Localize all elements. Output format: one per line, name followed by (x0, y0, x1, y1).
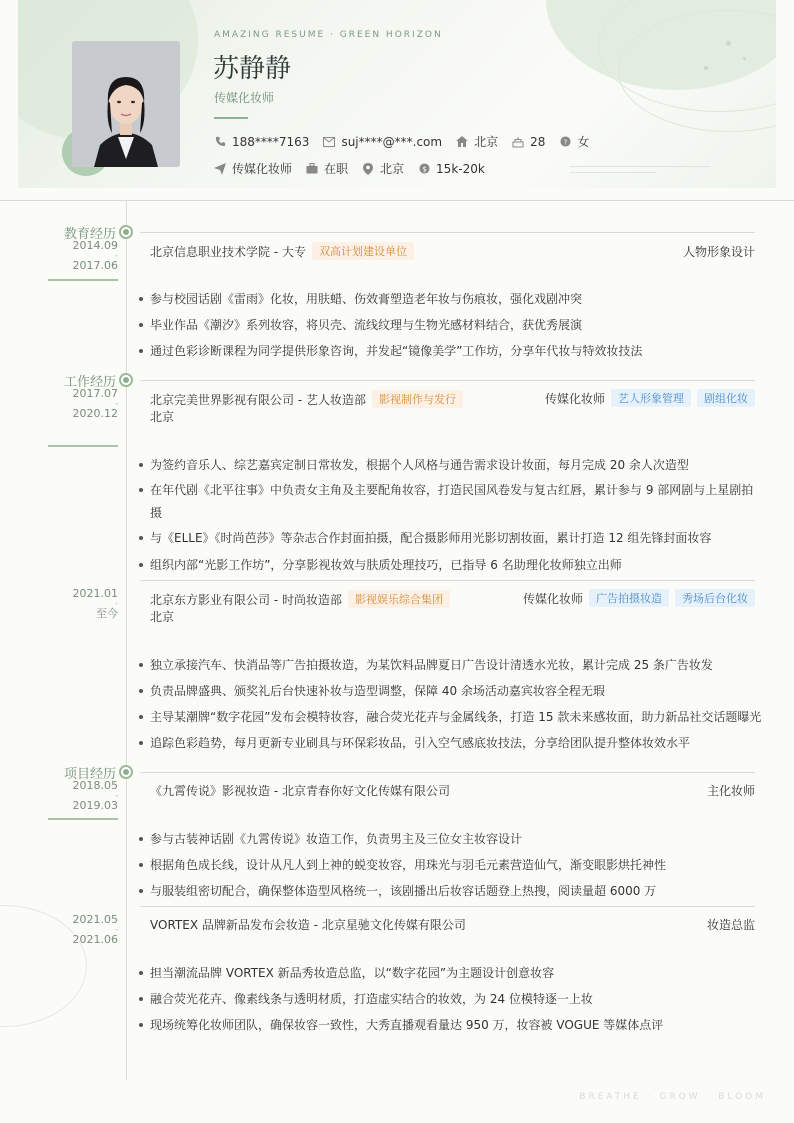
timeline-axis (126, 200, 127, 1080)
svg-text:$: $ (421, 164, 427, 174)
decor-line (570, 166, 710, 167)
skill-tag: 秀场后台化妆 (675, 589, 755, 607)
portrait-icon (72, 41, 180, 167)
decor-line (570, 172, 656, 173)
section-underline (48, 279, 118, 281)
entry-title (150, 916, 466, 933)
list-item: 与服装组密切配合，确保整体造型风格统一，该剧播出后妆容话题登上热搜，阅读量超 6000 万 (150, 884, 657, 898)
decor-dot (704, 66, 708, 70)
intent-status (306, 160, 348, 177)
date-start: 2021.01 (72, 587, 118, 600)
header-divider (0, 200, 794, 201)
section-underline (48, 818, 118, 820)
list-item: 组织内部“光影工作坊”，分享影视妆效与肤质处理技巧，已指导 6 名助理化妆师独立出师 (150, 558, 622, 572)
contact-home (456, 133, 498, 150)
date-start: 2017.07 (72, 387, 118, 400)
entry-divider (140, 906, 755, 907)
entry-dates (40, 588, 118, 620)
contact-row (214, 133, 589, 150)
entry-role (545, 389, 755, 407)
timeline-node (119, 373, 133, 387)
accent-line (214, 117, 248, 119)
date-separator: - (115, 925, 118, 934)
entry-role: 妆造总监 (706, 918, 755, 932)
cake-icon (512, 136, 524, 148)
date-end: 2020.12 (72, 407, 118, 420)
list-item: 参与校园话剧《雷雨》化妆，用肤蜡、伤效膏塑造老年妆与伤痕妆，强化戏剧冲突 (150, 292, 583, 306)
money-icon (418, 163, 430, 175)
school-name: 北京信息职业技术学院 - 大专 (150, 244, 306, 259)
intent-city-text: 北京 (380, 162, 405, 176)
list-item: 根据角色成长线，设计从凡人到上神的蜕变妆容，用珠光与羽毛元素营造仙气，渐变眼影烘托神性 (150, 858, 667, 872)
profile-photo (72, 41, 180, 167)
list-item: 独立承接汽车、快消品等广告拍摄妆造，为某饮料品牌夏日广告设计清透水光妆，累计完成 25 条广告妆发 (150, 658, 713, 672)
company-name: 北京东方影业有限公司 - 时尚妆造部 (150, 592, 342, 607)
date-separator: - (115, 251, 118, 260)
date-separator: - (115, 599, 118, 608)
contact-phone (214, 135, 309, 149)
decor-dot (743, 57, 746, 60)
school-tag: 双高计划建设单位 (312, 242, 414, 260)
contact-age (512, 135, 545, 149)
section-label-projects: 项目经历 (63, 767, 116, 782)
list-item: 毕业作品《潮汐》系列妆容，将贝壳、流线纹理与生物光感材料结合，获优秀展演 (150, 318, 583, 332)
date-separator: - (115, 791, 118, 800)
section-label-education: 教育经历 (63, 227, 116, 242)
footer-tagline: BREATHE · GROW · BLOOM (579, 1092, 766, 1102)
list-item: 追踪色彩趋势，每月更新专业刷具与环保彩妆品，引入空气感底妆技法，分享给团队提升整体妆效水平 (150, 736, 691, 750)
home-text: 北京 (474, 135, 499, 149)
contact-email (323, 135, 442, 149)
date-start: 2021.05 (72, 913, 118, 926)
intent-city (362, 160, 404, 177)
entry-divider (140, 380, 755, 381)
timeline-node (119, 225, 133, 239)
intent-status-text: 在职 (324, 162, 349, 176)
intent-position (214, 160, 292, 177)
company-name: 北京完美世界影视有限公司 - 艺人妆造部 (150, 392, 366, 407)
age-text: 28 (530, 134, 546, 149)
email-text: suj****@***.com (341, 134, 443, 149)
section-label-work: 工作经历 (63, 375, 116, 390)
gender-text: 女 (577, 135, 590, 149)
list-item: 通过色彩诊断课程为同学提供形象咨询，并发起“镜像美学”工作坊，分享年代妆与特效妆技法 (150, 344, 643, 358)
company-tag: 影视娱乐综合集团 (348, 590, 450, 608)
entry-role: 主化妆师 (706, 784, 755, 798)
list-item: 在年代剧《北平往事》中负责女主角及主要配角妆容，打造民国风卷发与复古红唇，累计参与 9 部网剧与上星剧拍摄 (150, 479, 755, 525)
skill-tag: 艺人形象管理 (611, 389, 691, 407)
project-name: VORTEX 品牌新品发布会妆造 - 北京星驰文化传媒有限公司 (150, 918, 466, 932)
section-underline (48, 445, 118, 447)
mail-icon (323, 136, 335, 148)
date-end: 2021.06 (72, 933, 118, 946)
location-icon (362, 163, 374, 175)
svg-text:?: ? (563, 137, 568, 147)
intent-row (214, 160, 485, 177)
candidate-title: 传媒化妆师 (214, 91, 275, 105)
home-icon (456, 136, 468, 148)
entry-title (150, 782, 450, 799)
date-separator: - (115, 399, 118, 408)
entry-dates (40, 780, 118, 812)
entry-city: 北京 (150, 410, 175, 424)
candidate-name: 苏静静 (213, 54, 292, 84)
list-item: 负责品牌盛典、颁奖礼后台快速补妆与造型调整，保障 40 余场活动嘉宾妆容全程无瑕 (150, 684, 605, 698)
company-tag: 影视制作与发行 (372, 390, 463, 408)
list-item: 参与古装神话剧《九霄传说》妆造工作，负责男主及三位女主妆容设计 (150, 832, 523, 846)
entry-title (150, 242, 414, 260)
briefcase-icon (306, 163, 318, 175)
date-start: 2018.05 (72, 779, 118, 792)
entry-title (150, 590, 450, 608)
decor-dot (726, 41, 731, 46)
gender-icon (559, 136, 571, 148)
role-text: 传媒化妆师 (544, 391, 605, 406)
skill-tag: 广告拍摄妆造 (589, 589, 669, 607)
entry-dates (40, 388, 118, 420)
timeline-node (119, 765, 133, 779)
entry-title (150, 390, 463, 408)
intent-salary (418, 162, 485, 176)
phone-text: 188****7163 (232, 134, 310, 149)
date-end: 2019.03 (72, 799, 118, 812)
date-end: 至今 (96, 607, 118, 620)
date-end: 2017.06 (72, 259, 118, 272)
entry-role (523, 589, 755, 607)
skill-tag: 剧组化妆 (697, 389, 755, 407)
contact-gender (559, 133, 589, 150)
date-start: 2014.09 (72, 239, 118, 252)
resume-tagline: AMAZING RESUME · GREEN HORIZON (214, 30, 443, 40)
list-item: 主导某潮牌“数字花园”发布会模特妆容，融合荧光花卉与金属线条，打造 15 款未来感妆面，助力新品社交话题曝光 (150, 710, 762, 724)
entry-dates (40, 914, 118, 946)
list-item: 融合荧光花卉、像素线条与透明材质，打造虚实结合的妆效，为 24 位模特逐一上妆 (150, 992, 593, 1006)
send-icon (214, 163, 226, 175)
phone-icon (214, 136, 226, 148)
intent-salary-text: 15k-20k (436, 161, 485, 176)
entry-divider (140, 232, 755, 233)
list-item: 与《ELLE》《时尚芭莎》等杂志合作封面拍摄，配合摄影师用光影切割妆面，累计打造 12 组先锋封面妆容 (150, 531, 712, 545)
role-text: 传媒化妆师 (522, 591, 583, 606)
project-name: 《九霄传说》影视妆造 - 北京青春你好文化传媒有限公司 (150, 784, 450, 798)
list-item: 担当潮流品牌 VORTEX 新品秀妆造总监，以“数字花园”为主题设计创意妆容 (150, 966, 555, 980)
entry-major: 人物形象设计 (682, 245, 755, 259)
entry-city: 北京 (150, 610, 175, 624)
entry-divider (140, 580, 755, 581)
intent-position-text: 传媒化妆师 (232, 162, 293, 176)
entry-dates (40, 240, 118, 272)
list-item: 为签约音乐人、综艺嘉宾定制日常妆发，根据个人风格与通告需求设计妆面，每月完成 20 余人次造型 (150, 458, 689, 472)
list-item: 现场统筹化妆师团队，确保妆容一致性，大秀直播观看量达 950 万，妆容被 VOGUE 等媒体点评 (150, 1018, 664, 1032)
entry-divider (140, 772, 755, 773)
